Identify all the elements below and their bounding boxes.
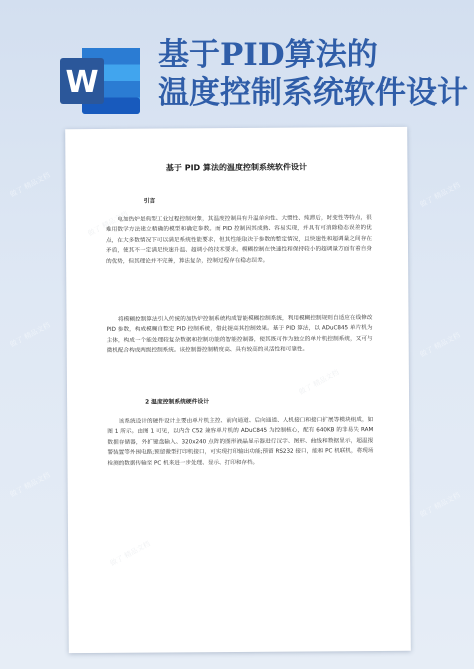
banner-title-line-1: 基于PID算法的 bbox=[158, 37, 378, 73]
watermark: 做了 精品文档 bbox=[418, 181, 462, 209]
paragraph: 将模糊控制算法引入传统的加热炉控制系统构成智能模糊控制系统，利用模糊控制规则自适应在线修改 PID 参数，构成模糊自整定 PID 控制系统，借此提高其控制效果。基于 PID 算法，以 ADuC845 单片机为主体，构成一个能处理较复杂数据和控制功能的智能控制器，使其既可作为独立的单片机控制系统，又可与微机配合构成两级控制系统。该控制器控制精度高、具有较高的灵活性和可靠性。 bbox=[106, 315, 373, 355]
section-heading-hardware: 2 温度控制系统硬件设计 bbox=[145, 399, 210, 406]
banner-title-line-2: 温度控制系统软件设计 bbox=[158, 75, 468, 111]
document-page bbox=[65, 127, 411, 653]
document-title: 基于 PID 算法的温度控制系统软件设计 bbox=[165, 162, 308, 173]
word-document-icon bbox=[58, 44, 144, 118]
paragraph: 电加热炉是典型工业过程控制对象，其温度控制具有升温单向性、大惯性、纯滞后，时变性等特点，很难用数学方法建立精确的模型和确定参数。而 PID 控制因其成熟、容易实现，并具有可消除稳态误差的优点，在大多数情况下可以满足系统性能要求，但其性能取决于参数的整定情况，且快速性和超调量之间存在矛盾，使其不一定满足快速升温、超调小的技术要求。模糊控制在快速性和保持较小的超调量方面有着自身的优势，但其理论并不完善，算法复杂，控制过程存在稳态误差。 bbox=[105, 215, 373, 265]
watermark: 做了 精品文档 bbox=[8, 171, 52, 199]
section-intro-body bbox=[106, 213, 372, 267]
watermark: 做了 精品文档 bbox=[8, 321, 52, 349]
watermark: 做了 精品文档 bbox=[86, 209, 130, 238]
section-intro-body-2 bbox=[106, 313, 372, 356]
section-hardware-body bbox=[107, 415, 373, 469]
paragraph: 该系统设计的硬件设计主要由单片机主控、前向通道、后向通道、人机接口和接口扩展等模块组成，如图 1 所示。由图 1 可见，以内含 C52 兼容单片机的 ADuC845 为控制核心，配有 640KB 的非易失 RAM 数据存储器，外扩键盘输入、320x240 点阵的图形液晶显示器进行汉字、图形、曲线和数据显示，超温报警装置等外围电路;预留微型打印机接口，可实现打印输出功能;预留 RS232 接口，能和 PC 机联机，将现场检测的数据传输至 PC 机来进一步处理、显示、打印和存档。 bbox=[107, 417, 374, 467]
watermark: 做了 精品文档 bbox=[8, 471, 52, 499]
section-heading-intro: 引言 bbox=[143, 198, 156, 205]
banner-title bbox=[158, 36, 468, 112]
watermark: 做了 精品文档 bbox=[297, 368, 341, 397]
word-logo-letter: W bbox=[65, 65, 99, 100]
watermark: 做了 精品文档 bbox=[108, 539, 152, 568]
watermark: 做了 精品文档 bbox=[418, 491, 462, 519]
watermark: 做了 精品文档 bbox=[418, 331, 462, 359]
